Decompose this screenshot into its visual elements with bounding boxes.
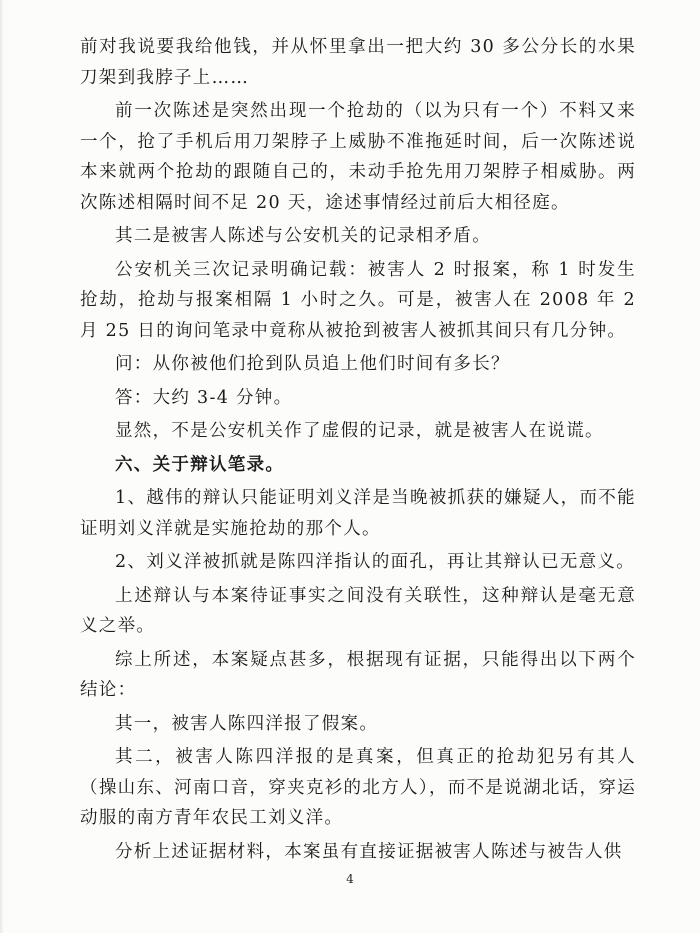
scan-edge-shadow — [0, 0, 4, 933]
section-heading-6: 六、关于辩认笔录。 — [115, 454, 285, 475]
paragraph-12: 综上所述，本案疑点甚多，根据现有证据，只能得出以下两个结论： — [80, 649, 636, 700]
paragraph-3: 其二是被害人陈述与公安机关的记录相矛盾。 — [115, 226, 491, 246]
paragraph-4: 公安机关三次记录明确记载：被害人 2 时报案，称 1 时发生抢劫，抢劫与报案相隔 1 小时之久。可是，被害人在 2008 年 2 月 25 日的询问笔录中竟称从被抢到被害人被抓其间只有几分钟。 — [80, 259, 636, 341]
document-body — [80, 32, 636, 867]
paragraph-14: 其二，被害人陈四洋报的是真案，但真正的抢劫犯另有其人（操山东、河南口音，穿夹克衫的北方人），而不是说湖北话，穿运动服的南方青年农民工刘义洋。 — [80, 747, 636, 828]
paragraph-1: 前对我说要我给他钱，并从怀里拿出一把大约 30 多公分长的水果刀架到我脖子上…… — [80, 37, 636, 88]
paragraph-2: 前一次陈述是突然出现一个抢劫的（以为只有一个）不料又来一个，抢了手机后用刀架脖子上威胁不准拖延时间，后一次陈述说本来就两个抢劫的跟随自己的，未动手抢先用刀架脖子相威胁。两次陈述相隔时间不足 20 天，途述事情经过前后大相径庭。 — [80, 101, 636, 213]
paragraph-15: 分析上述证据材料，本案虽有直接证据被害人陈述与被告人供 — [115, 841, 623, 862]
paragraph-6-answer: 答：大约 3-4 分钟。 — [115, 387, 293, 408]
page-number: 4 — [346, 872, 354, 886]
paragraph-5-question: 问：从你被他们抢到队员追上他们时间有多长？ — [115, 354, 510, 374]
paragraph-7: 显然，不是公安机关作了虚假的记录，就是被害人在说谎。 — [115, 421, 604, 441]
paragraph-9: 1、越伟的辩认只能证明刘义洋是当晚被抓获的嫌疑人，而不能证明刘义洋就是实施抢劫的那个人。 — [80, 488, 636, 539]
paragraph-11: 上述辩认与本案待证事实之间没有关联性，这种辩认是毫无意义之举。 — [80, 585, 636, 636]
paragraph-13: 其一，被害人陈四洋报了假案。 — [115, 713, 379, 734]
paragraph-10: 2、刘义洋被抓就是陈四洋指认的面孔，再让其辩认已无意义。 — [115, 552, 636, 572]
